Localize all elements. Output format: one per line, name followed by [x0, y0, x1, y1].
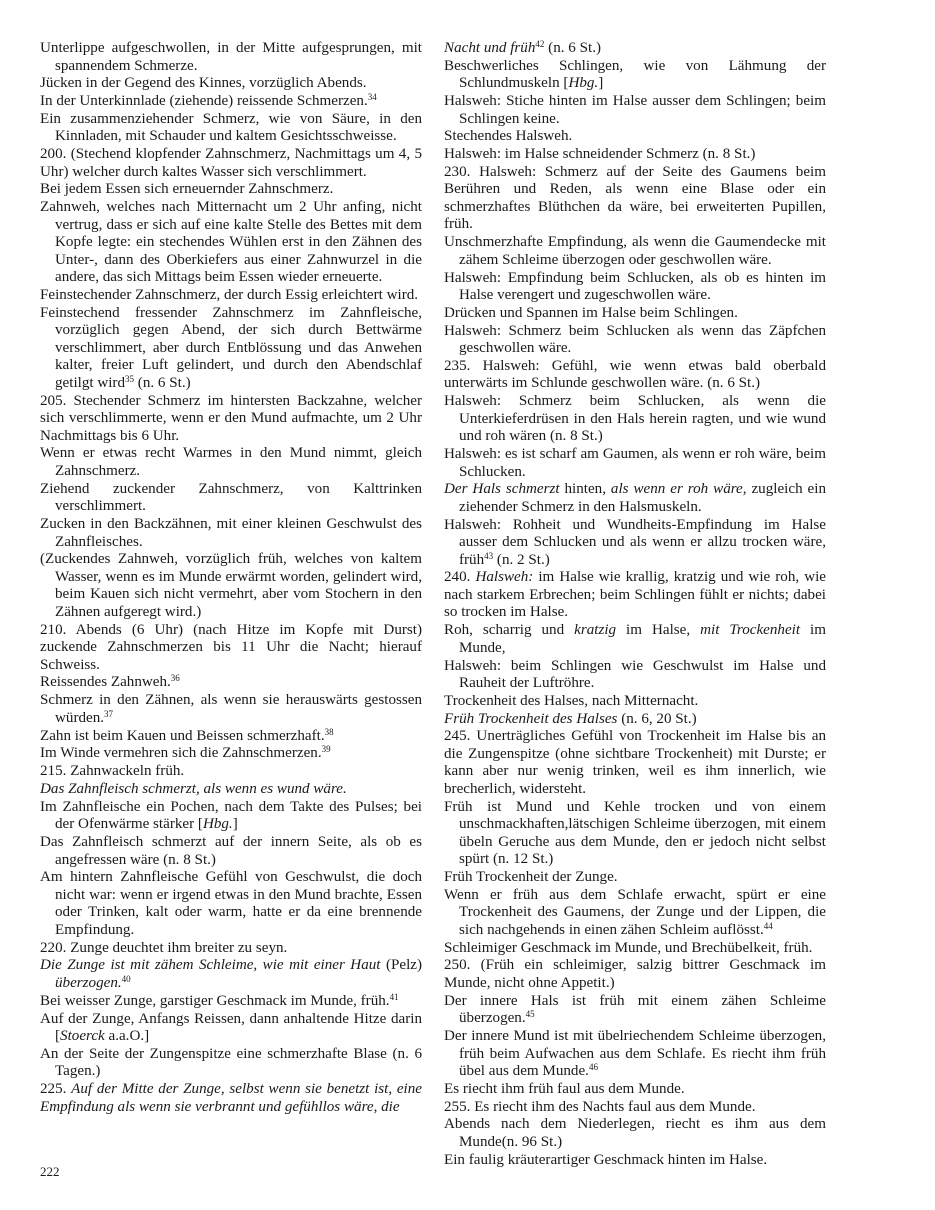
symptom-entry: Halsweh: Empfindung beim Schlucken, als ob es hinten im Halse verengert und zugeschwollen wäre.	[444, 269, 826, 304]
symptom-entry: Die Zunge ist mit zähem Schleime, wie mit einer Haut (Pelz) überzogen.$^{40}$	[40, 957, 422, 991]
symptom-entry: Wenn er etwas recht Warmes in den Mund nimmt, gleich Zahnschmerz.	[40, 445, 422, 479]
entry-number: 205.	[40, 392, 67, 409]
symptom-entry: Drücken und Spannen im Halse beim Schlingen.	[444, 304, 738, 321]
symptom-entry: Im Zahnfleische ein Pochen, nach dem Takte des Pulses; bei der Ofenwärme stärker [Hbg.]	[40, 798, 422, 833]
symptom-entry: 245. Unerträgliches Gefühl von Trockenheit im Halse bis an die Zungenspitze (ohne sichtbare Trockenheit) mit Durste; er kann aber nur wenig trinken, weil es ihm innerlich, wie brecherlich, widersteht.	[444, 728, 827, 797]
entry-number: 200.	[40, 146, 67, 163]
symptom-entry: Unschmerzhafte Empfindung, als wenn die Gaumendecke mit zähem Schleime überzogen oder geschwollen wäre.	[444, 234, 826, 268]
symptom-entry: Halsweh: Rohheit und Wundheits-Empfindung im Halse ausser dem Schlucken und als wenn er allzu trocken wäre, früh$^{43}$ (n. 2 St.)	[444, 516, 826, 568]
symptom-entry: Der innere Hals ist früh mit einem zähen Schleime überzogen.$^{45}$	[444, 992, 826, 1027]
page-number: 222	[40, 1164, 60, 1179]
symptom-entry: 230. Halsweh: Schmerz auf der Seite des Gaumens beim Berühren und Reden, als wenn eine Blase oder ein schmerzhaftes Blüthchen da wäre, bei erweiterten Pupillen, früh.	[444, 163, 826, 233]
symptom-entry: Im Winde vermehren sich die Zahnschmerzen.$^{39}$	[40, 744, 331, 762]
symptom-entry: Halsweh: es ist scharf am Gaumen, als wenn er roh wäre, beim Schlucken.	[444, 446, 826, 480]
symptom-entry: 250. (Früh ein schleimiger, salzig bittrer Geschmack im Munde, nicht ohne Appetit.)	[444, 957, 826, 991]
symptom-entry: Früh Trockenheit der Zunge.	[444, 869, 618, 886]
symptom-entry: Zucken in den Backzähnen, mit einer kleinen Geschwulst des Zahnfleisches.	[40, 516, 422, 550]
symptom-entry: Das Zahnfleisch schmerzt, als wenn es wund wäre.	[40, 780, 347, 797]
symptom-entry: Halsweh: im Halse schneidender Schmerz (n. 8 St.)	[444, 146, 756, 163]
symptom-entry: Früh ist Mund und Kehle trocken und von einem unschmackhaften,lätschigen Schleime überzogen, mit einem übeln Geruche aus dem Munde, den er jedoch nicht selbst spürt (n. 12 St.)	[444, 798, 826, 868]
symptom-entry: Halsweh: Stiche hinten im Halse ausser dem Schlingen; beim Schlingen keine.	[444, 93, 826, 127]
symptom-entry: Reissendes Zahnweh.$^{36}$	[40, 673, 180, 691]
symptom-entry: In der Unterkinnlade (ziehende) reissende Schmerzen.$^{34}$	[40, 92, 377, 110]
symptom-entry: Zahn ist beim Kauen und Beissen schmerzhaft.$^{38}$	[40, 726, 334, 744]
symptom-entry: Ziehend zuckender Zahnschmerz, von Kalttrinken verschlimmert.	[40, 480, 422, 515]
entry-number: 245.	[444, 728, 471, 745]
symptom-entry: Wenn er früh aus dem Schlafe erwacht, spürt er eine Trockenheit des Gaumens, der Zunge und der Lippen, die sich nachgehends in einen zähen Schleim auflösst.$^{44}$	[444, 886, 826, 938]
entry-number: 240.	[444, 569, 471, 586]
symptom-entry: 225. Auf der Mitte der Zunge, selbst wenn sie benetzt ist, eine Empfindung als wenn sie verbrannt und gefühllos wäre, die	[40, 1081, 422, 1115]
symptom-entry: 220. Zunge deuchtet ihm breiter zu seyn.	[40, 939, 288, 956]
entry-number: 255.	[444, 1098, 471, 1115]
symptom-entry: Ein faulig kräuterartiger Geschmack hinten im Halse.	[444, 1151, 768, 1168]
symptom-entry: Früh Trockenheit des Halses (n. 6, 20 St.)	[444, 710, 697, 727]
symptom-entry: Feinstechender Zahnschmerz, der durch Essig erleichtert wird.	[40, 287, 419, 304]
entry-number: 210.	[40, 621, 67, 638]
entry-number: 230.	[444, 163, 471, 180]
symptom-entry: Jücken in der Gegend des Kinnes, vorzüglich Abends.	[40, 75, 367, 92]
symptom-entry: (Zuckendes Zahnweh, vorzüglich früh, welches von kaltem Wasser, wenn es im Munde erwärmt worden, gelindert wird, beim Kauen sich nicht vermehrt, aber vom Stochern in den Zähnen aufgeregt wird.)	[40, 551, 422, 620]
symptom-entry: Auf der Zunge, Anfangs Reissen, dann anhaltende Hitze darin [Stoerck a.a.O.]	[40, 1010, 422, 1045]
symptom-entry: Am hintern Zahnfleische Gefühl von Geschwulst, die doch nicht war: wenn er irgend etwas in den Mund brachte, Essen oder Trinken, kalt oder warm, hatte er da eine brennende Empfindung.	[40, 869, 422, 938]
symptom-entry: Halsweh: beim Schlingen wie Geschwulst im Halse und Rauheit der Luftröhre.	[444, 657, 826, 692]
symptom-entry: 205. Stechender Schmerz im hintersten Backzahne, welcher sich verschlimmerte, wenn er den Mund aufmachte, um 2 Uhr Nachmittags bis 6 Uhr.	[40, 392, 422, 444]
entry-number: 215.	[40, 763, 67, 780]
symptom-entry: Schleimiger Geschmack im Munde, und Brechübelkeit, früh.	[444, 939, 813, 956]
left-column	[40, 40, 422, 1116]
symptom-entry: 240. Halsweh: im Halse wie krallig, kratzig und wie roh, wie nach starkem Erbrechen; beim Schlingen fühlt er nichts; dabei so trocken im Halse.	[444, 569, 826, 621]
symptom-entry: 235. Halsweh: Gefühl, wie wenn etwas bald oberbald unterwärts im Schlunde geschwollen wäre. (n. 6 St.)	[444, 357, 826, 392]
symptom-entry: Halsweh: Schmerz beim Schlucken, als wenn die Unterkieferdrüsen in den Hals herein ragten, und wie wund und roh wären (n. 8 St.)	[444, 393, 826, 445]
symptom-entry: Es riecht ihm früh faul aus dem Munde.	[444, 1080, 685, 1097]
symptom-entry: An der Seite der Zungenspitze eine schmerzhafte Blase (n. 6 Tagen.)	[40, 1045, 422, 1080]
symptom-entry: Zahnweh, welches nach Mitternacht um 2 Uhr anfing, nicht vertrug, dass er sich auf eine kalte Stelle des Bettes mit dem Kopfe legte: ein stechendes Wühlen erst in den Zähnen des Unter-, dann des Oberkiefers aus einer Zahnwurzel in die andere, das sich Mittags beim Essen wieder erneuerte.	[40, 199, 422, 286]
symptom-entry: Der innere Mund ist mit übelriechendem Schleime überzogen, früh beim Aufwachen aus dem Schlafe. Es riecht ihm früh übel aus dem Munde.$^{46}$	[444, 1028, 826, 1080]
symptom-entry: 200. (Stechend klopfender Zahnschmerz, Nachmittags um 4, 5 Uhr) welcher durch kaltes Wasser sich verschlimmert.	[40, 146, 422, 180]
symptom-entry: Der Hals schmerzt hinten, als wenn er roh wäre, zugleich ein ziehender Schmerz in den Halsmuskeln.	[444, 481, 826, 515]
symptom-entry: Stechendes Halsweh.	[444, 128, 573, 145]
symptom-entry: Roh, scharrig und kratzig im Halse, mit Trockenheit im Munde,	[444, 622, 826, 656]
symptom-entry: Ein zusammenziehender Schmerz, wie von Säure, in den Kinnladen, mit Schauder und kaltem Gesichtsschweisse.	[40, 110, 422, 145]
entry-number: 220.	[40, 939, 67, 956]
symptom-entry: Bei weisser Zunge, garstiger Geschmack im Munde, früh.$^{41}$	[40, 991, 399, 1009]
symptom-entry: 215. Zahnwackeln früh.	[40, 763, 185, 780]
symptom-entry: Bei jedem Essen sich erneuernder Zahnschmerz.	[40, 181, 334, 198]
entry-number: 225.	[40, 1081, 67, 1098]
symptom-entry: Abends nach dem Niederlegen, riecht es ihm aus dem Munde(n. 96 St.)	[444, 1116, 826, 1150]
symptom-entry: 210. Abends (6 Uhr) (nach Hitze im Kopfe mit Durst) zuckende Zahnschmerzen bis 11 Uhr die Nacht; hierauf Schweiss.	[40, 621, 422, 673]
symptom-entry: Trockenheit des Halses, nach Mitternacht.	[444, 692, 699, 709]
symptom-entry: Unterlippe aufgeschwollen, in der Mitte aufgesprungen, mit spannendem Schmerze.	[40, 40, 422, 74]
symptom-entry: Halsweh: Schmerz beim Schlucken als wenn das Zäpfchen geschwollen wäre.	[444, 322, 826, 357]
symptom-entry: Das Zahnfleisch schmerzt auf der innern Seite, als ob es angefressen wäre (n. 8 St.)	[40, 834, 422, 868]
right-column	[444, 40, 826, 1169]
symptom-entry: Schmerz in den Zähnen, als wenn sie herauswärts gestossen würden.$^{37}$	[40, 692, 422, 726]
entry-number: 235.	[444, 357, 471, 374]
symptom-entry: Beschwerliches Schlingen, wie von Lähmung der Schlundmuskeln [Hbg.]	[444, 57, 826, 92]
symptom-entry: Nacht und früh$^{42}$ (n. 6 St.)	[444, 39, 602, 56]
symptom-entry: 255. Es riecht ihm des Nachts faul aus dem Munde.	[444, 1098, 756, 1115]
symptom-entry: Feinstechend fressender Zahnschmerz im Zahnfleische, vorzüglich gegen Abend, der sich durch Bettwärme verschlimmert, aber durch Entblössung und das Anwehen kalter, freier Luft gelindert, und durch den Abendschlaf getilgt wird$^{35}$ (n. 6 St.)	[40, 304, 422, 391]
entry-number: 250.	[444, 957, 471, 974]
